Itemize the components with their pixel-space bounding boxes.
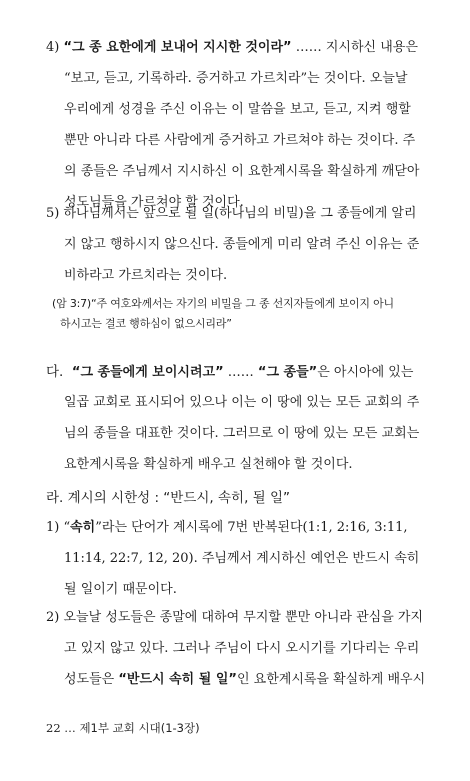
page-footer <box>46 720 200 736</box>
page-number: 22 <box>46 721 61 735</box>
quote-line-1: (암 3:7)“주 여호와께서는 자기의 비밀을 그 종 선지자들에게 보이지 아니 <box>52 297 394 310</box>
running-title: 제1부 교회 시대(1-3장) <box>79 721 200 735</box>
ra-1-line-2: 11:14, 22:7, 12, 20). 주님께서 계시하신 예언은 반드시 속히 <box>64 551 420 566</box>
text-run: 인 요한계시록을 확실하게 배우시 <box>236 672 426 687</box>
item-4-line-2: “보고, 듣고, 기록하라. 증거하고 가르치라”는 것이다. 오늘날 <box>64 71 408 86</box>
item-4-line-6: 성도님들을 가르쳐야 할 것이다. <box>64 195 244 210</box>
emphasis-quote: “그 종들” <box>257 365 318 380</box>
emphasis-quote: “그 종들에게 보이시려고” <box>71 365 224 380</box>
text-run: …… 지시하신 내용은 <box>291 40 418 55</box>
ra-1-line-3: 될 일이기 때문이다. <box>64 582 177 597</box>
emphasis-quote: “그 종 요한에게 보내어 지시한 것이라” <box>63 40 292 55</box>
text-run: 1) “ <box>46 520 71 535</box>
emphasis-word: 속히 <box>70 520 96 535</box>
quote-line-2: 하시고는 결코 행하심이 없으시리라” <box>60 317 232 330</box>
item-4-line-1 <box>46 38 442 58</box>
ra-2-line-3 <box>64 670 442 690</box>
item-5-line-3: 비하라고 가르치라는 것이다. <box>64 268 228 283</box>
section-da-line-3: 님의 종들을 대표한 것이다. 그러므로 이 땅에 있는 모든 교회는 <box>64 426 420 441</box>
text-run: 은 아시아에 있는 <box>317 365 414 380</box>
item-5-line-2: 지 않고 행하시지 않으신다. 종들에게 미리 알려 주신 이유는 준 <box>64 237 420 252</box>
item-number: 4) <box>46 40 64 55</box>
section-da-line-1 <box>46 362 442 382</box>
ra-2-line-2: 고 있지 않고 있다. 그러나 주님이 다시 오시기를 기다리는 우리 <box>64 641 420 656</box>
section-marker: 다. <box>46 364 72 380</box>
item-4-line-4: 뿐만 아니라 다른 사람에게 증거하고 가르쳐야 하는 것이다. 주 <box>64 133 416 148</box>
text-run: …… <box>223 365 258 380</box>
text-run: ”라는 단어가 계시록에 7번 반복된다(1:1, 2:16, 3:11, <box>95 520 408 535</box>
ra-1-line-1 <box>46 518 442 538</box>
section-da-line-2: 일곱 교회로 표시되어 있으나 이는 이 땅에 있는 모든 교회의 주 <box>64 395 420 410</box>
section-ra-heading: 라. 계시의 시한성 : “반드시, 속히, 될 일” <box>46 490 291 506</box>
item-4-line-3: 우리에게 성경을 주신 이유는 이 말씀을 보고, 듣고, 지켜 행할 <box>64 102 411 117</box>
emphasis-quote: “반드시 속히 될 일” <box>118 672 237 687</box>
footer-separator: … <box>64 721 76 735</box>
ra-2-line-1: 2) 오늘날 성도들은 종말에 대하여 무지할 뿐만 아니라 관심을 가지 <box>46 610 424 625</box>
section-da-line-4: 요한계시록을 확실하게 배우고 실천해야 할 것이다. <box>64 457 353 472</box>
text-run: 성도들은 <box>64 672 119 687</box>
item-4-line-5: 의 종들은 주님께서 지시하신 이 요한계시록을 확실하게 깨닫아 <box>64 164 420 179</box>
item-5-line-1: 5) 하나님께서는 앞으로 될 일(하나님의 비밀)을 그 종들에게 알리 <box>46 206 417 221</box>
